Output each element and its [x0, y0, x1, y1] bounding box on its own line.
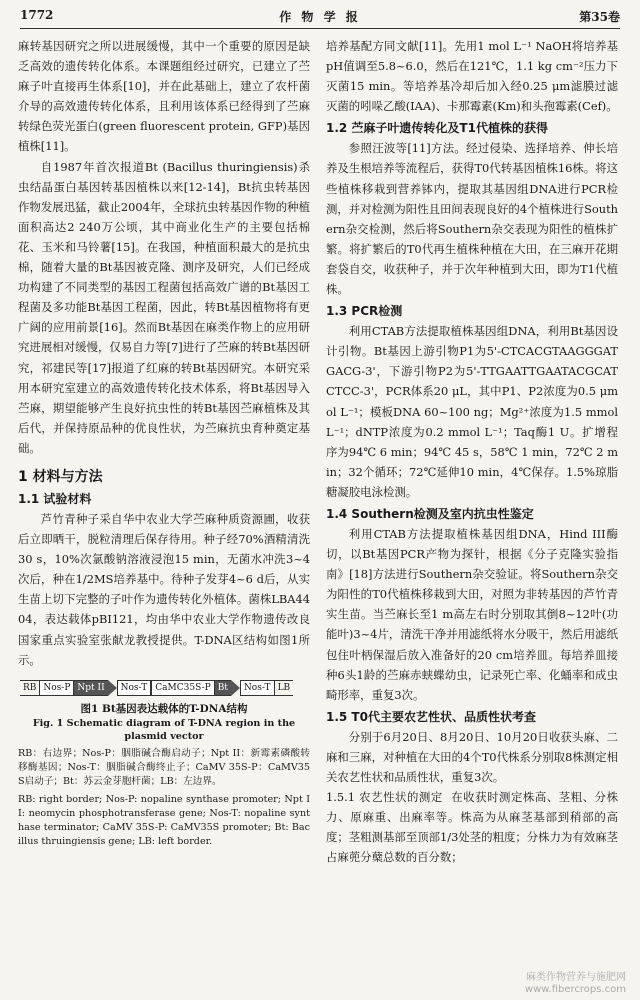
tdna-segment-lb: LB [275, 680, 294, 696]
arrow-icon [231, 680, 240, 696]
paragraph-text: 在收获时测定株高、茎粗、分株力、原麻重、出麻率等。株高为从麻茎基部到稍部的高度；茎粗测基部至顶部1/3处茎的粗度；分株力为有效麻茎占麻蔸分蘖总数的百分数； [326, 790, 618, 865]
section-heading: 1 材料与方法 [18, 468, 103, 485]
tdna-segment-rb: RB [20, 680, 39, 696]
figure-caption-en: Fig. 1 Schematic diagram of T-DNA region in the plasmid vector [32, 717, 296, 742]
tdna-segment-nos-t: Nos-T [117, 680, 152, 696]
paragraph: 自1987年首次报道Bt (Bacillus thuringiensis)杀虫结晶蛋白基因转基因植株以来[12-14]，Bt抗虫转基因作物发展迅猛，截止2004年，全球抗虫转基因作物的种植面积高达2 240万公顷，其中商业化生产的主要包括棉花、玉米和马铃薯[15]。在我国，种植面积最大的是抗虫棉，随着大量的Bt基因被克隆、测序及研究，人们已经成功构建了不同类型的基因工程菌包括高效广谱的Bt基因工程菌及多功能Bt基因工程菌，因此，转Bt基因植物将有更广阔的应用前景[16]。然而Bt基因在麻类作物上的应用研究进展相对缓慢，仅易自力等[7]进行了苎麻的转Bt基因研究，祁建民等[17]报道了红麻的转Bt基因研究。本研究采用本研究室建立的高效遗传转化技术体系，将Bt基因导入苎麻，期望能够产生良好抗虫性的转Bt基因苎麻植株及其后代，并保持原品种的优良性状，为苎麻抗虫育种奠定基础。 [18, 159, 310, 455]
volume-label: 第35卷 [579, 10, 620, 24]
left-column [18, 36, 310, 986]
paragraph: 分别于6月20日、8月20日、10月20日收获头麻、二麻和三麻，对种植在大田的4个T0代株系分别取8株测定相关农艺性状和品质性状，重复3次。 [326, 729, 618, 784]
figure-caption-cn: 图1 Bt基因表达载体的T-DNA结构 [80, 702, 248, 715]
page-header [20, 6, 620, 29]
subsection-heading: 1.3 PCR检测 [326, 304, 403, 319]
subsection-heading: 1.1 试验材料 [18, 491, 92, 506]
tdna-diagram [20, 680, 308, 696]
arrow-icon [108, 680, 117, 696]
journal-title: 作 物 学 报 [279, 10, 361, 24]
watermark-line: 麻类作物营养与施肥网 [526, 972, 626, 983]
paragraph: 培养基配方同文献[11]。先用1 mol L⁻¹ NaOH将培养基pH值调至5.8~6.0，然后在121℃，1.1 kg cm⁻²压力下灭菌15 min。等培养基冷却后加入经0.25 μm滤膜过滤灭菌的吲哚乙酸(IAA)、卡那霉素(Km)和头孢霉素(Cef)。 [326, 39, 618, 114]
figure-legend-cn: RB：右边界；Nos-P：胭脂碱合酶启动子；Npt II：新霉素磷酸转移酶基因；Nos-T：胭脂碱合酶终止子；CaMV 35S-P：CaMV35S启动子；Bt：苏云金芽胞杆菌；LB：左边界。 [18, 747, 310, 787]
paragraph: 参照汪波等[11]方法。经过侵染、选择培养、伸长培养及生根培养等流程后，获得T0代转基因植株16株。将这些植株移栽到营养钵内，提取其基因组DNA进行PCR检测，并对检测为阳性且田间表现良好的4个植株进行Southern杂交检测，然后将Southern杂交表现为阳性的植株扩繁。将扩繁后的T0代再生植株种植在大田，在三麻开花期套袋自交，收获种子，并于次年种植到大田，即为T1代植株。 [326, 141, 618, 297]
right-column [326, 36, 618, 986]
tdna-segment-bt: Bt [215, 680, 231, 696]
paragraph: 利用CTAB方法提取植株基因组DNA，利用Bt基因设计引物。Bt基因上游引物P1为5'-CTCACGTAAGGGATGACG-3'，下游引物P2为5'-TTGAATTGAATACGCATCTCC-3'，PCR体系20 μL，其中P1、P2浓度为0.5 μmol L⁻¹；模板DNA 60~100 ng；Mg²⁺浓度为1.5 mmol L⁻¹；dNTP浓度为0.2 mmol L⁻¹；Taq酶1 U。扩增程序为94℃ 6 min；94℃ 45 s，58℃ 1 min，72℃ 2 min；32个循环；72℃延伸10 min，4℃保存。1.5%琼脂糖凝胶电泳检测。 [326, 324, 618, 499]
paragraph: 麻转基因研究之所以进展缓慢，其中一个重要的原因是缺乏高效的遗传转化体系。本课题组经过研究，已建立了苎麻子叶直接再生体系[10]，并在此基础上，建立了农杆菌介导的高效遗传转化体系，且利用该体系已经得到了苎麻转绿色荧光蛋白(green fluorescent protein, GFP)基因植株[11]。 [18, 39, 310, 154]
page-number: 1772 [20, 8, 54, 22]
figure-1 [18, 680, 310, 849]
subsubsection-heading: 1.5.1 农艺性状的测定 [326, 790, 443, 805]
figure-legend-en: RB: right border; Nos-P: nopaline synthase promoter; Npt II: neomycin phosphotransferase gene; Nos-T: nopaline synthase terminator; CaMV 35S-P: CaMV35S promoter; Bt: Bacillus thruingiensis gene; LB: left border. [18, 793, 310, 847]
subsection-heading: 1.5 T0代主要农艺性状、品质性状考查 [326, 709, 536, 724]
tdna-segment-nos-t: Nos-T [240, 680, 275, 696]
tdna-segment-nptii: Npt II [74, 680, 107, 696]
paragraph: 利用CTAB方法提取植株基因组DNA，Hind III酶切，以Bt基因PCR产物为探针，根据《分子克隆实验指南》[18]方法进行Southern杂交验证。将Southern杂交为阳性的T0代植株移栽到大田，对照为非转基因的芦竹青实生苗。当苎麻长至1 m高左右时分别取其倒8~12叶(功能叶)3~4片，清洗干净并用滤纸将水分吸干，然后用滤纸包住叶柄保湿后放入准备好的20 cm培养皿。每培养皿接种6头1龄的苎麻赤蛱蝶幼虫，记录死亡率、化蛹率和成虫畸形率，重复3次。 [326, 526, 618, 702]
subsubsection-paragraph [326, 787, 618, 867]
watermark [525, 972, 626, 996]
watermark-line: www.fibercrops.com [524, 984, 626, 995]
tdna-segment-nos-p: Nos-P [39, 680, 74, 696]
subsection-heading: 1.2 苎麻子叶遗传转化及T1代植株的获得 [326, 121, 548, 136]
subsection-heading: 1.4 Southern检测及室内抗虫性鉴定 [326, 506, 534, 521]
tdna-segment-camv35s-p: CaMC35S-P [151, 680, 214, 696]
paragraph: 芦竹青种子采自华中农业大学苎麻种质资源圃，收获后立即晒干，脱粒清理后保存待用。种子经70%酒精清洗30 s，10%次氯酸钠溶液浸泡15 min，无菌水冲洗3~4次后，种在1/2MS培养基中。待种子发芽4~6 d后，从实生苗上切下完整的子叶作为遗传转化外植体。菌株LBA4404，表达载体pBI121，均由华中农业大学作物遗传改良国家重点实验室张献龙教授提供。T-DNA区结构如图1所示。 [18, 511, 310, 667]
